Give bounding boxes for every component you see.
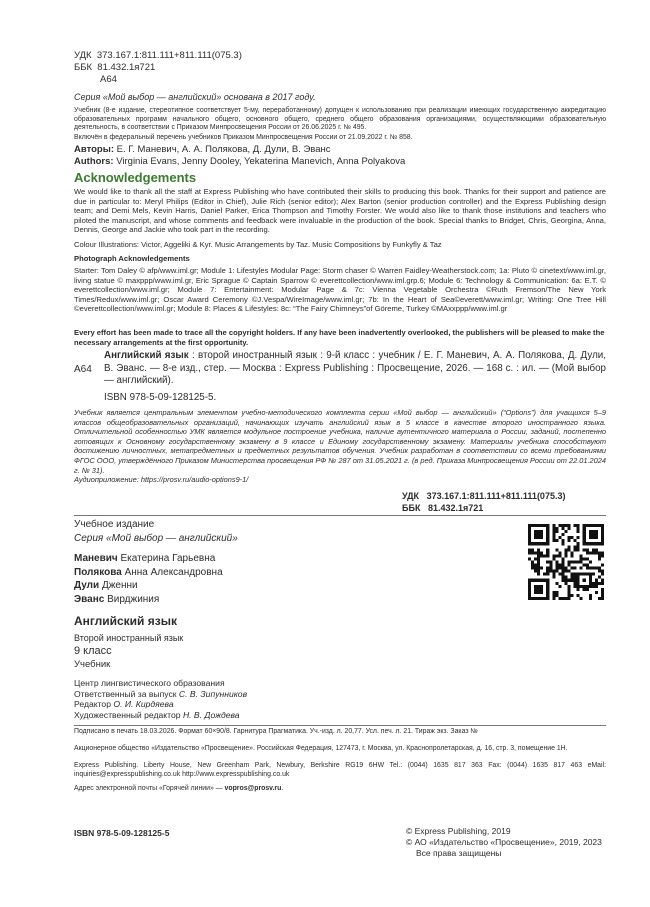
copyright-note: Every effort has been made to trace all the copyright holders. If any have been inadvertently overlooked, the publishers will be pleased to make the necessary arrangements at the first opportunity. [74, 328, 605, 347]
qr-code [528, 524, 604, 600]
person-2 [74, 566, 223, 580]
acknowledgements-title: Acknowledgements [74, 170, 197, 185]
edition-type: Учебное издание [74, 519, 155, 530]
approval-text-2: Включён в федеральный перечень учебников Приказом Минпросвещения России от 21.09.2022 г. № 858. [74, 134, 413, 141]
person-last: Дули [74, 580, 100, 591]
copyright-block [406, 826, 602, 859]
person-last: Маневич [74, 553, 118, 564]
photo-ack-text: Starter: Tom Daley © afp/www.iml.gr; Module 1: Lifestyles Modular Page: Storm chaser © Warren Faidley-Weatherstock.com; 1a: Pluto © cinetext/www.iml.gr, living statue © maxppp/www.iml.gr, Eric Sprague © Captain Sparrow © everettcollection/www.iml.grp.6; Module 6: Technology & Communication: 6a: E.T. © everettcollection/www.iml.gr; Module 7: Entertainment: Modular Page & 7c: Vienna Vegetable Orchestra ©Ruth Fremson/The New York Times/Redux/www.iml.gr; Oscar Award Ceremony ©J.Vespa/WireImage/www.iml.gr; 7b: In the Heart of Sea©everett/www.iml.gr; Writing: One Tree Hill ©everettcollection/www.iml.gr; Module 8: Places & Lifestyles: 8c: “The Fairy Chimneys”of Göreme, Turkey ©MAxxppp/www.iml.gr [74, 266, 606, 314]
divider-1 [74, 515, 606, 516]
credit-editor: Редактор О. И. Кирдяева [74, 699, 174, 709]
person-last: Эванс [74, 593, 105, 605]
person-first: Анна Александровна [124, 566, 223, 578]
author-code: А64 [100, 74, 117, 85]
udk-label-2: УДК [402, 491, 420, 501]
divider-2 [74, 725, 606, 726]
authors-ru [74, 144, 606, 155]
book-title: Английский язык [74, 614, 177, 628]
person-first: Екатерина Гарьевна [120, 553, 216, 564]
person-1 [74, 552, 223, 566]
annotation: Учебник является центральным элементом учебно-методического комплекта серии «Мой выбор — английский» (“Options”) для учащихся 5–9 классов общеобразовательных организаций, начинающих изучать английский язык в 5 классе в качестве второго иностранного языка. Отличительной особенностью УМК является модульное построение учебника, наличие аутентичного материала о России, заданий, постепенно готовящих к Основному государственному экзамену в 9 классе и Единому государственному экзамену. Материалы учебника способствуют достижению личностных, метапредметных и предметных результатов обучения. Учебник разработан в соответствии со всеми требованиями ФГОС ООО, утверждённого Приказом Министерства просвещения РФ № 287 от 31.05.2021 г. (в ред. Приказа Минпросвещения России от 22.01.2024 г. № 31). [74, 408, 606, 475]
audio-link: Аудиоприложение: https://prosv.ru/audio-options9-1/ [74, 475, 249, 484]
bbk-value-2: 81.432.1я721 [427, 503, 484, 513]
series-note: Серия «Мой выбор — английский» основана в 2017 году. [74, 92, 316, 102]
publisher-ru: Акционерное общество «Издательство «Просвещение». Российская Федерация, 127473, г. Москва, ул. Краснопролетарская, д. 16, стр. 3, помещение 1Н. [74, 745, 568, 752]
print-info: Подписано в печать 18.03.2026. Формат 60×90/8. Гарнитура Прагматика. Уч.-изд. л. 20,77. Усл. печ. л. 21. Тираж экз. Заказ № [74, 728, 478, 735]
publisher-en: Express Publishing. Liberty House, New Greenham Park, Newbury, Berkshire RG19 6HW Tel.: (0044) 1635 817 363 Fax: (0044) 1635 817 463 eMail: inquiries@expresspublishing.co.uk http://www.expresspublishing.co.uk [74, 762, 606, 778]
bib-title: Английский язык [104, 350, 189, 361]
center-name: Центр лингвистического образования [74, 678, 225, 688]
udk-block-top [74, 50, 242, 86]
isbn: ISBN 978-5-09-128125-5. [104, 392, 217, 403]
approval-text: Учебник (8-е издание, стереотипное соответствует 5-му, переработанному) допущен к использованию при реализации имеющих государственную аккредитацию образовательных программ начального общего, основного общего, среднего общего образования организациями, осуществляющими образовательную деятельность, в соответствии с Приказом Минпросвещения России от 26.06.2025 г. № 495. [74, 107, 606, 132]
book-subtitle: Второй иностранный язык [74, 633, 184, 643]
hotline: Адрес электронной почты «Горячей линии» — vopros@prosv.ru. [74, 785, 284, 792]
book-type: Учебник [74, 659, 111, 670]
copyright-line-1: © Express Publishing, 2019 [406, 826, 511, 836]
person-first: Вирджиния [107, 593, 160, 605]
udk-block-bottom [402, 490, 565, 514]
edition-series: Серия «Мой выбор — английский» [74, 533, 238, 544]
authors-en-label: Authors: [74, 156, 114, 167]
bib-description: : второй иностранный язык : 9-й класс : учебник / Е. Г. Маневич, А. А. Полякова, Д. Дули, В. Эванс. — 8-е изд., стер. — Москва : Express Publishing : Просвещение, 2026. — 168 с. : ил. — (Мой выбор — английский). [104, 350, 606, 386]
copyright-line-3: Все права защищены [416, 848, 502, 858]
person-last: Полякова [74, 566, 122, 578]
colour-illustrations: Colour Illustrations: Victor, Aggeliki & Kyr. Music Arrangements by Taz. Music Compositions by Funkyfly & Taz [74, 240, 442, 249]
authors-ru-label: Авторы: [74, 144, 114, 155]
people-list [74, 552, 223, 606]
person-3 [74, 579, 223, 593]
person-first: Дженни [101, 580, 138, 591]
photo-ack-title: Photograph Acknowledgements [74, 254, 190, 263]
bbk-label-2: ББК [402, 503, 421, 513]
isbn-bottom: ISBN 978-5-09-128125-5 [74, 828, 170, 838]
acknowledgements-text: We would like to thank all the staff at Express Publishing who have contributed their skills to producing this book. Thanks for their support and patience are due in particular to: Meryl Philips (Editor in Chief), Julie Rich (senior editor); Alex Barton (senior production controller) and the Express Publishing design team; and Demi Mels, Kevin Harris, Daniel Parker, Erica Thompson and Timothy Forster. We would also like to thank those institutions and teachers who piloted the manuscript, and whose comments and feedback were invaluable in the production of the book. Special thanks to Bridget, Chris, Georgina, Anna, Dennis, George and Jackie who took part in the recording. [74, 187, 606, 235]
copyright-line-2: © АО «Издательство «Просвещение», 2019, 2023 [406, 837, 602, 847]
udk-value-2: 373.167.1:811.111+811.111(075.3) [426, 491, 566, 501]
hotline-label: Адрес электронной почты «Горячей линии» — [74, 785, 225, 792]
bbk-label: ББК [74, 62, 93, 73]
bbk-value: 81.432.1я721 [97, 62, 156, 73]
bib-record [104, 350, 606, 388]
udk-label: УДК [74, 50, 92, 61]
credit-responsible: Ответственный за выпуск С. В. Зипунников [74, 688, 248, 699]
udk-value: 373.167.1:811.111+811.111(075.3) [96, 50, 242, 61]
bib-code: А64 [74, 364, 92, 375]
authors-en [74, 156, 606, 167]
editorial-credits [74, 678, 247, 720]
authors-ru-names: Е. Г. Маневич, А. А. Полякова, Д. Дули, В. Эванс [116, 144, 331, 155]
hotline-email: vopros@prosv.ru [224, 785, 282, 792]
person-4 [74, 593, 223, 607]
book-grade: 9 класс [74, 645, 112, 657]
authors-en-names: Virginia Evans, Jenny Dooley, Yekaterina Manevich, Anna Polyakova [116, 156, 406, 167]
credit-art-editor: Художественный редактор Н. В. Дождева [74, 709, 240, 720]
